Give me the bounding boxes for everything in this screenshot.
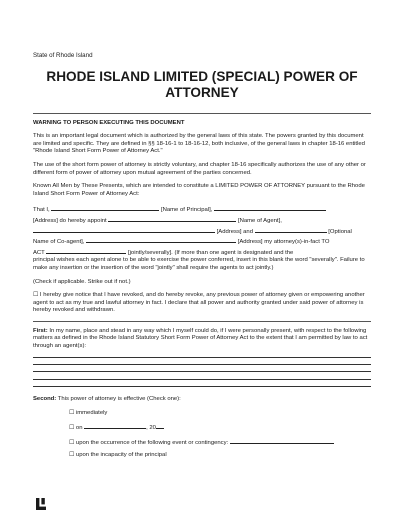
first-label: First: (33, 327, 48, 334)
attorneys-in-fact-label: [Address] my attorney(s)-in-fact TO (237, 239, 330, 246)
second-label: Second: (33, 396, 57, 403)
appointment-clause (33, 204, 371, 272)
principal-name-field[interactable] (51, 204, 159, 211)
option-event[interactable] (69, 437, 371, 448)
that-i-text: That I, (33, 207, 50, 214)
optional-label: [Optional (328, 228, 352, 235)
agent-address-field[interactable] (33, 226, 215, 233)
address-and-label: [Address] and (216, 228, 253, 235)
act-label: ACT (33, 249, 45, 256)
first-clause (33, 328, 371, 351)
first-text: In my name, place and stead in any way which I myself could do, if I were personally present, with respect to the following matters as defined in the Rhode Island Statutory Short Form Power of Attorney Act to the extent that I am permitted by law to act through an agent(s): (33, 327, 368, 350)
coagent-address-field[interactable] (86, 236, 236, 243)
event-field[interactable] (230, 437, 334, 444)
date-field[interactable] (84, 422, 146, 429)
coagent-field[interactable] (255, 226, 327, 233)
document-logo-icon (36, 498, 46, 510)
year-label: , 20 (146, 425, 156, 431)
second-clause (33, 396, 371, 404)
principal-address-field[interactable] (214, 204, 326, 211)
jointly-severally-label: [jointly/severally]. (If more than one agent is designated and the (127, 249, 294, 256)
state-line: State of Rhode Island (33, 52, 93, 59)
option-on-label: ☐ on (69, 425, 83, 431)
agent-name-field[interactable] (108, 215, 236, 222)
option-event-label: ☐ upon the occurrence of the following event or contingency: (69, 440, 229, 447)
paragraph-voluntary-use: The use of the short form power of attorney is strictly voluntary, and chapter 18-16 specifically authorizes the use of any other or different form of power of attorney upon mutual agreement of the parties concerned. (33, 161, 366, 176)
year-field[interactable] (156, 422, 164, 429)
check-note: (Check if applicable. Strike out if not.) (33, 278, 131, 285)
section-divider (33, 321, 371, 322)
second-text: This power of attorney is effective (Check one): (56, 396, 181, 403)
matters-lines[interactable] (33, 357, 371, 388)
paragraph-legal-authority: This is an important legal document which is authorized by the general laws of this state. The powers granted by this document are limited and specific. They are defined in §§ 18-16-1 to 18-16-12, both inclusive, of the general laws in chapter 18-16 entitled "Rhode Island Short Form Power of Attorney Act." (33, 133, 365, 155)
address-appoint-label: [Address] do hereby appoint (33, 217, 107, 224)
name-of-agent-label: [Name of Agent], (237, 217, 282, 224)
option-on-date[interactable] (69, 422, 371, 433)
warning-heading: WARNING TO PERSON EXECUTING THIS DOCUMENT (33, 119, 185, 126)
paragraph-known-all-men: Known All Men by These Presents, which are intended to constitute a LIMITED POWER OF ATTORNEY pursuant to the Rhode Island Short Form Power of Attorney Act: (33, 183, 365, 197)
name-of-coagent-label: Name of Co-agent], (33, 239, 85, 246)
revocation-checkbox-clause[interactable]: ☐ I hereby give notice that I have revoked, and do hereby revoke, any previous power of attorney given or empowering another agent to act as my true and lawful attorney in fact. I declare that all power and authority granted under said power of attorney is hereby revoked and withdrawn. (33, 292, 365, 314)
title-divider (33, 113, 371, 114)
name-of-principal-label: [Name of Principal], (160, 207, 213, 214)
joint-agents-instructions: principal wishes each agent alone to be able to exercise the power conferred, insert in this blank the word "severally". Failure to make any insertion or the insertion of the word "jointly" shall require the agents to act jointly.) (33, 257, 365, 271)
document-title: RHODE ISLAND LIMITED (SPECIAL) POWER OF ATTORNEY (46, 68, 358, 100)
option-immediately[interactable]: ☐ immediately (69, 409, 108, 416)
jointly-severally-field[interactable] (46, 247, 126, 254)
option-incapacity[interactable]: ☐ upon the incapacity of the principal (69, 452, 167, 459)
